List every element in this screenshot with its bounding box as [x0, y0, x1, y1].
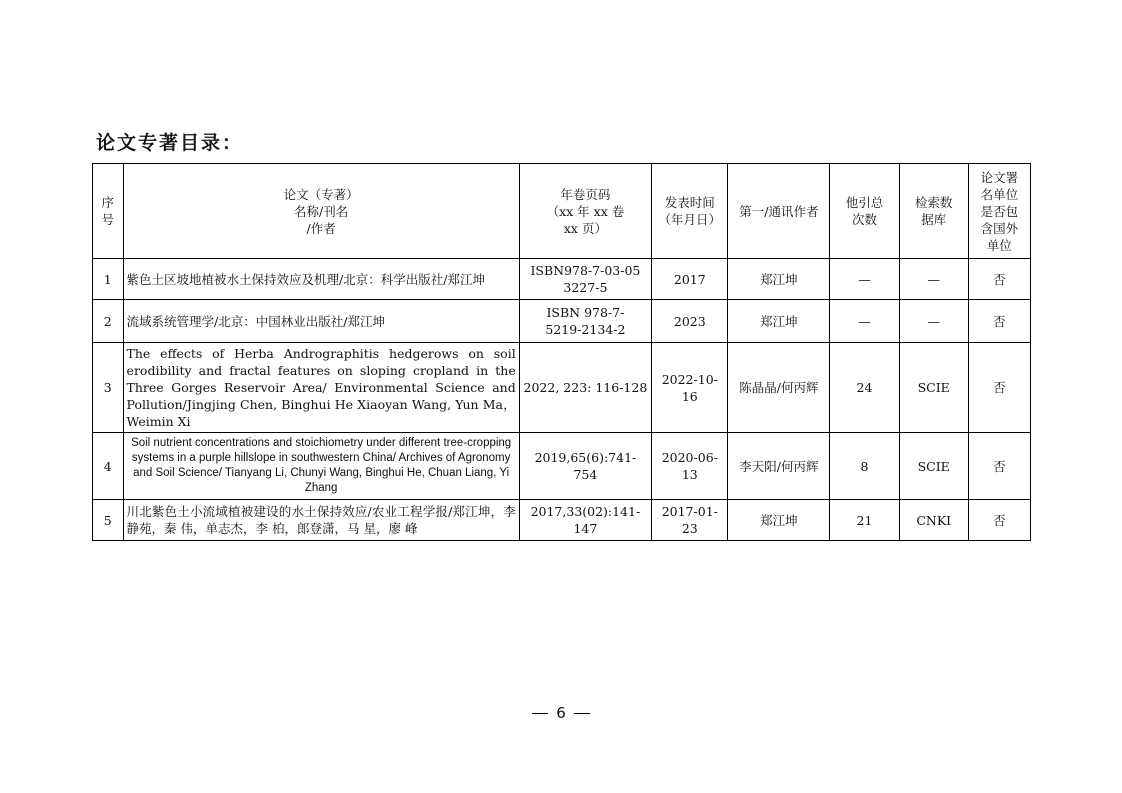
cell-date: 2022-10-16: [652, 343, 728, 433]
cell-database: CNKI: [899, 500, 968, 541]
cell-name: The effects of Herba Andrographitis hedgerows on soil erodibility and fractal features on sloping cropland in the Three Gorges Reservoir Area/ Environmental Science and Pollution/Jingjing Chen, Binghui He Xiaoyan Wang, Yun Ma，Weimin Xi: [123, 343, 519, 433]
cell-foreign: 否: [968, 433, 1030, 500]
cell-foreign: 否: [968, 259, 1030, 300]
header-name-line1: 论文（专著）: [283, 186, 359, 202]
cell-pages: 2019,65(6):741-754: [519, 433, 651, 500]
paper-catalog-table: [92, 163, 1031, 541]
header-database: [899, 164, 968, 259]
footer-dash-left: [532, 713, 548, 714]
table-row: [93, 500, 1031, 541]
cell-name: Soil nutrient concentrations and stoichiometry under different tree-cropping systems in a purple hillslope in southwestern China/ Archives of Agronomy and Soil Science/ Tianyang Li, Chunyi Wang, Binghui He, Chuan Liang, Yi Zhang: [123, 433, 519, 500]
cell-date: 2020-06-13: [652, 433, 728, 500]
cell-index: 2: [93, 300, 124, 343]
header-citations: [830, 164, 899, 259]
cell-date: 2017: [652, 259, 728, 300]
cell-foreign: 否: [968, 343, 1030, 433]
cell-author: 李天阳/何丙辉: [728, 433, 830, 500]
header-date: [652, 164, 728, 259]
cell-database: —: [899, 259, 968, 300]
cell-name: 紫色土区坡地植被水土保持效应及机理/北京：科学出版社/郑江坤: [123, 259, 519, 300]
table-row: [93, 300, 1031, 343]
header-foreign: 论文署名单位是否包含国外单位: [968, 164, 1030, 259]
cell-foreign: 否: [968, 300, 1030, 343]
cell-pages: ISBN 978-7-5219-2134-2: [519, 300, 651, 343]
header-citations-line1: 他引总: [845, 195, 884, 210]
cell-citations: —: [830, 259, 899, 300]
page-footer: [0, 704, 1122, 722]
cell-date: 2017-01-23: [652, 500, 728, 541]
cell-author: 郑江坤: [728, 300, 830, 343]
cell-author: 郑江坤: [728, 500, 830, 541]
header-pages-line2: （xx 年 xx 卷: [546, 203, 625, 219]
header-date-line1: 发表时间: [664, 195, 715, 210]
cell-database: —: [899, 300, 968, 343]
header-database-line1: 检索数: [914, 195, 953, 210]
cell-pages: 2017,33(02):141-147: [519, 500, 651, 541]
cell-index: 4: [93, 433, 124, 500]
cell-index: 1: [93, 259, 124, 300]
cell-citations: 21: [830, 500, 899, 541]
cell-foreign: 否: [968, 500, 1030, 541]
cell-index: 3: [93, 343, 124, 433]
header-pages-line3: xx 页）: [563, 220, 607, 236]
cell-citations: —: [830, 300, 899, 343]
table-header-row: [93, 164, 1031, 259]
cell-database: SCIE: [899, 343, 968, 433]
table-row: [93, 433, 1031, 500]
header-pages-line1: 年卷页码: [560, 186, 611, 202]
cell-citations: 8: [830, 433, 899, 500]
header-date-line2: （年月日）: [658, 212, 722, 227]
cell-citations: 24: [830, 343, 899, 433]
cell-index: 5: [93, 500, 124, 541]
header-pages: [519, 164, 651, 259]
table-row: [93, 259, 1031, 300]
page-number: 6: [556, 704, 566, 722]
cell-name: 川北紫色土小流域植被建设的水土保持效应/农业工程学报/郑江坤，李静苑，秦 伟，单志杰，李 柏，郎登潇，马 星，廖 峰: [123, 500, 519, 541]
cell-author: 陈晶晶/何丙辉: [728, 343, 830, 433]
footer-dash-right: [574, 713, 590, 714]
cell-name: 流域系统管理学/北京：中国林业出版社/郑江坤: [123, 300, 519, 343]
cell-database: SCIE: [899, 433, 968, 500]
cell-pages: 2022, 223: 116-128: [519, 343, 651, 433]
header-index: 序号: [93, 164, 124, 259]
header-author: 第一/通讯作者: [728, 164, 830, 259]
header-citations-line2: 次数: [851, 212, 877, 227]
header-name-line2: 名称/刊名: [294, 203, 349, 219]
header-database-line2: 据库: [921, 212, 947, 227]
page-title: 论文专著目录：: [96, 132, 244, 154]
header-name-line3: /作者: [306, 220, 336, 236]
cell-pages: ISBN978-7-03-053227-5: [519, 259, 651, 300]
table-row: [93, 343, 1031, 433]
cell-author: 郑江坤: [728, 259, 830, 300]
cell-date: 2023: [652, 300, 728, 343]
header-name: [123, 164, 519, 259]
